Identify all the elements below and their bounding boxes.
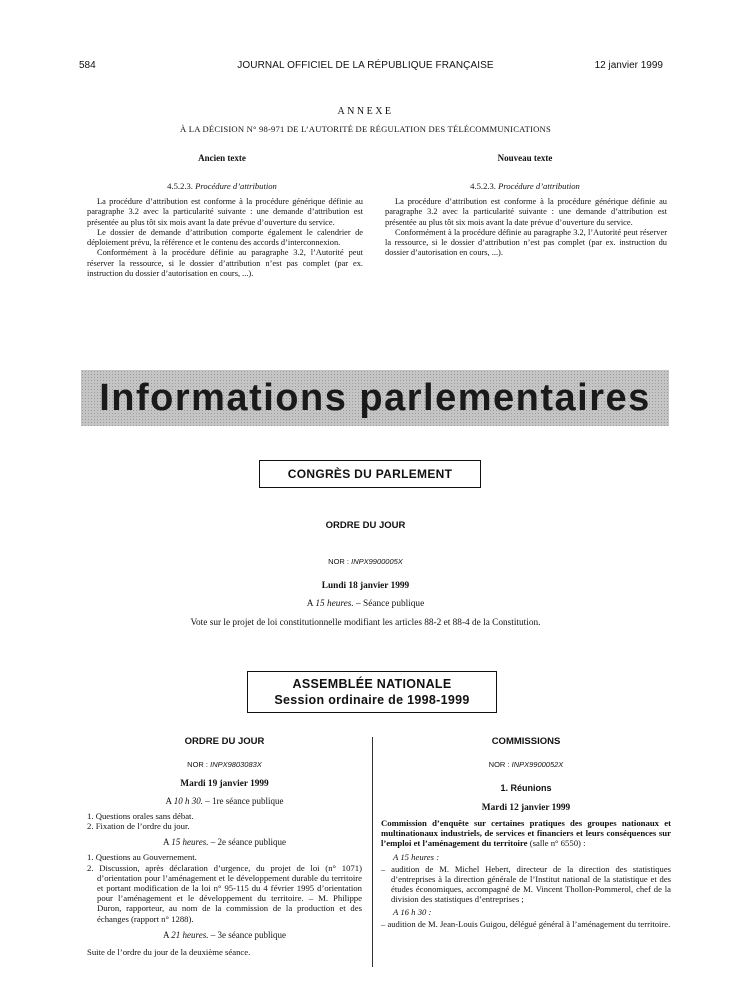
ancien-texte-body <box>87 197 363 279</box>
seance-suffix: – 2e séance publique <box>210 837 286 848</box>
section-number: 4.5.2.3. <box>470 181 496 191</box>
column-divider <box>372 737 373 967</box>
assemblee-name: ASSEMBLÉE NATIONALE <box>292 677 452 691</box>
nor-label: NOR : <box>328 557 350 566</box>
seance-prefix: A <box>163 929 170 940</box>
commissions-column <box>381 735 671 929</box>
seance-prefix: A <box>165 796 172 806</box>
seance-heading <box>87 837 362 848</box>
assemblee-session: Session ordinaire de 1998-1999 <box>274 693 470 707</box>
annexe-subtitle: À LA DÉCISION N° 98-971 DE L’AUTORITÉ DE RÉGULATION DES TÉLÉCOMMUNICATIONS <box>180 124 551 134</box>
ordre-du-jour-column <box>87 735 362 957</box>
page-number: 584 <box>79 60 96 71</box>
nouveau-texte-body <box>385 197 667 259</box>
seance-date: Mardi 19 janvier 1999 <box>180 779 269 789</box>
congres-seance <box>0 599 731 609</box>
nor-label: NOR : <box>187 760 209 769</box>
ordre-du-jour-title: ORDRE DU JOUR <box>184 736 265 747</box>
reunions-heading: 1. Réunions <box>500 783 552 793</box>
commissions-title: COMMISSIONS <box>491 736 561 747</box>
seance-time: 21 heures. <box>171 929 209 940</box>
seance-time: 15 heures. <box>171 837 209 848</box>
congres-title-box: CONGRÈS DU PARLEMENT <box>259 460 481 488</box>
seance-time: 15 heures. <box>315 599 354 609</box>
journal-title: JOURNAL OFFICIEL DE LA RÉPUBLIQUE FRANÇAISE <box>237 60 494 71</box>
seance-heading <box>87 930 362 941</box>
nouveau-section-title <box>380 181 670 191</box>
commission-salle: (salle n° 6550) : <box>529 838 586 849</box>
list-item: – audition de M. Jean-Louis Guigou, délégué général à l’aménagement du territoire. <box>381 919 671 930</box>
seance-heading <box>87 796 362 807</box>
seance-suffix: – 3e séance publique <box>210 929 286 940</box>
commission-title <box>381 818 671 849</box>
banner-title: Informations parlementaires <box>99 377 651 419</box>
paragraph: Conformément à la procédure définie au paragraphe 3.2, l’Autorité peut réserver la ressource, si le dossier d’attribution n’est pas complet (par ex. instruction du dossier d’autorisation en cours, ...). <box>87 248 363 279</box>
section-number: 4.5.2.3. <box>167 181 193 191</box>
nor-code: INPX9900052X <box>511 760 564 769</box>
list-item: – audition de M. Michel Hebert, directeur de la direction des statistiques d’entreprises à la direction générale de l’Institut national de la statistique et des études économiques, accompagné de M. Vincent Thollon-Pommerol, chef de la division des statistiques d’entreprises ; <box>381 863 671 905</box>
commission-name: Commission d’enquête sur certaines pratiques des groupes nationaux et multinationaux industriels, de services et financiers et leurs conséquences sur l’emploi et l’aménagement du territoire <box>381 818 671 849</box>
seance-items <box>87 811 362 831</box>
nor-code: INPX9803083X <box>210 760 262 769</box>
slot-time <box>381 907 671 917</box>
annexe-title: ANNEXE <box>337 106 394 117</box>
seance-suffix: – Séance publique <box>356 599 425 609</box>
seance-prefix: A <box>306 599 313 609</box>
list-item: 2. Discussion, après déclaration d’urgence, du projet de loi (n° 1071) d’orientation pour l’aménagement et le développement durable du territoire et portant modification de la loi n° 95-115 du 4 février 1995 d’orientation pour l’aménagement et le développement du territoire. – M. Philippe Duron, rapporteur, au nom de la commission de la production et des échanges (rapport n° 1288). <box>87 862 362 924</box>
suite-line: Suite de l’ordre du jour de la deuxième séance. <box>87 946 251 957</box>
ancien-section-title <box>80 181 364 191</box>
nor-code: INPX9900005X <box>351 557 403 566</box>
slot-time-text: A 16 h 30 : <box>393 907 432 918</box>
slot-time <box>381 852 671 862</box>
list-item: 2. Fixation de l’ordre du jour. <box>87 821 190 832</box>
slot-time-text: A 15 heures : <box>393 851 440 862</box>
seance-prefix: A <box>163 837 170 848</box>
publication-date: 12 janvier 1999 <box>594 60 663 71</box>
section-title: Procédure d’attribution <box>498 181 580 191</box>
nor-line <box>381 760 671 770</box>
list-item: 1. Questions orales sans débat. <box>87 811 194 821</box>
nor-label: NOR : <box>488 760 510 769</box>
paragraph: Le dossier de demande d’attribution comporte également le calendrier de déploiement prévu, la référence et le contenu des accords d’interconnexion. <box>87 227 363 248</box>
congres-ordre-du-jour: ORDRE DU JOUR <box>325 520 406 531</box>
slot-items <box>381 919 671 929</box>
paragraph: La procédure d’attribution est conforme à la procédure générique définie au paragraphe 3.2 avec la particularité suivante : une demande d’attribution est présentée au plus tôt six mois avant la date prévue d’ouverture du service. <box>87 197 363 227</box>
nouveau-texte-heading: Nouveau texte <box>497 153 553 163</box>
nor-line <box>87 760 362 770</box>
seance-suffix: – 1re séance publique <box>205 796 284 806</box>
paragraph: Conformément à la procédure définie au paragraphe 3.2, l’Autorité peut réserver la ressource, si le dossier d’attribution n’est pas complet (par ex. instruction du dossier d’autorisation en cours, ...). <box>385 227 667 258</box>
seance-items <box>87 852 362 923</box>
list-item: 1. Questions au Gouvernement. <box>87 852 197 863</box>
slot-items <box>381 864 671 904</box>
assemblee-title-box <box>247 671 497 713</box>
congres-date: Lundi 18 janvier 1999 <box>321 581 410 591</box>
section-title: Procédure d’attribution <box>195 181 277 191</box>
paragraph: La procédure d’attribution est conforme à la procédure générique définie au paragraphe 3.2 avec la particularité suivante : une demande d’attribution est présentée au plus tôt six mois avant la date prévue d’ouverture du service. <box>385 197 667 227</box>
ancien-texte-heading: Ancien texte <box>198 153 246 163</box>
reunion-date: Mardi 12 janvier 1999 <box>481 803 571 813</box>
congres-vote: Vote sur le projet de loi constitutionnelle modifiant les articles 88-2 et 88-4 de la Constitution. <box>190 618 541 628</box>
seance-time: 10 h 30. <box>173 796 204 806</box>
congres-nor <box>0 557 731 566</box>
